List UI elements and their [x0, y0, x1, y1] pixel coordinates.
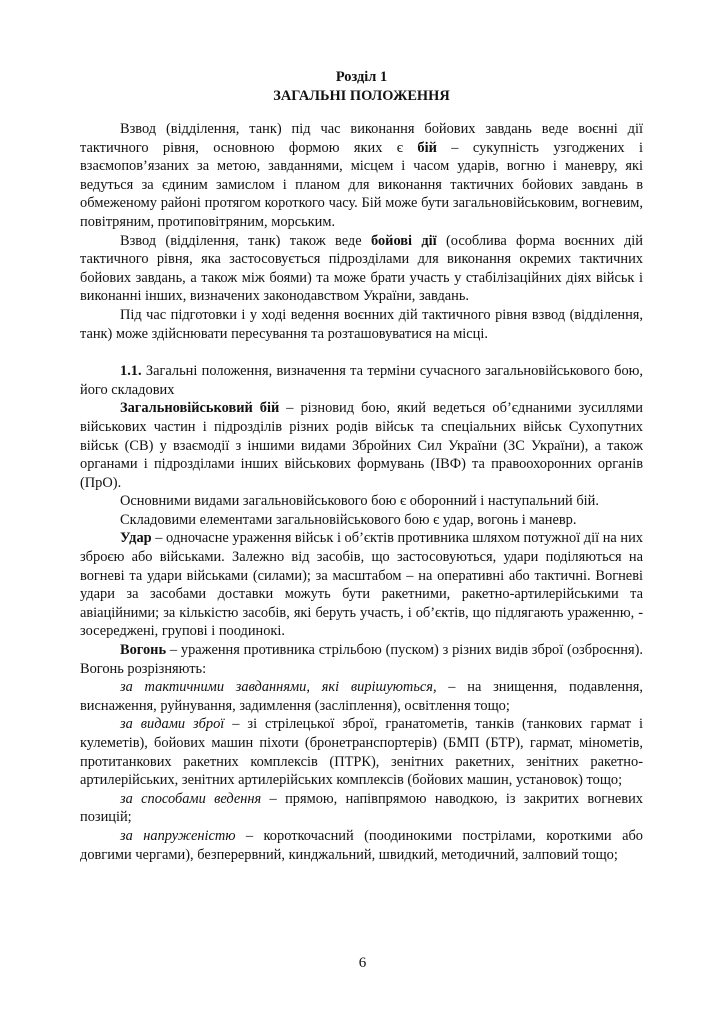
list-item-lead: за напруженістю: [120, 827, 236, 844]
list-item-sposoby-vedennia: [80, 790, 643, 827]
list-item-lead: за тактичними завданнями, які вирішуються,: [120, 679, 437, 696]
list-item-text: – зі стрілецької зброї, гранатометів, танків (танкових гармат і кулеметів), бойових машин піхоти (бронетранспортерів) (БМП (БТР), гармат, мінометів, протитанкових ракетних комплексів (ПТРК), зенітних ракетних, зенітних ракетно-артилерійських, зенітних артилерійських комплексів (бойових машин, установок) тощо;: [80, 716, 643, 789]
list-item-text: – на знищення, подавлення, виснаження, руйнування, задимлення (засліплення), освітлення тощо;: [80, 679, 643, 714]
paragraph-text: – різновид бою, який ведеться об’єднаними зусиллями військових частин і підрозділів різних родів військ та спеціальних військ Сухопутних військ (СВ) у взаємодії з іншими видами Збройних Сил України (ЗС України), а також органами і підрозділами інших військових формувань (ІВФ) та правоохоронних органів (ПрО).: [80, 400, 643, 491]
page-number: 6: [358, 955, 367, 971]
list-item-lead: за видами зброї: [120, 716, 225, 733]
section-heading: [80, 68, 643, 106]
paragraph-zahalnoviiskovyi-bii: [80, 399, 643, 492]
term-boi: бій: [417, 139, 437, 156]
subsection-heading: [80, 362, 643, 399]
paragraph-text: (особлива форма воєнних дій тактичного рівня, яка застосовується підрозділами для виконання окремих тактичних бойових завдань, а також між боями) та може брати участь у стабілізаційних діях військ і виконанні інших, визначених законодавством України, завдань.: [80, 232, 643, 305]
paragraph-boi: [80, 120, 643, 232]
paragraph-text: – сукупність узгоджених і взаємопов’язаних за метою, завданнями, місцем і часом ударів, вогню і маневру, які ведуться за єдиним замислом і планом для виконання тактичних бойових завдань в обмеженому районі протягом короткого часу. Бій може бути загальновійськовим, вогневим, повітряним, протиповітряним, морським.: [80, 139, 643, 230]
list-item-taktychni-zavdannia: [80, 678, 643, 715]
paragraph-udar: [80, 529, 643, 641]
term-vohon: Вогонь: [120, 642, 167, 659]
list-item-lead: за способами ведення: [120, 790, 262, 807]
paragraph-text: Взвод (відділення, танк) також веде: [120, 232, 371, 249]
list-item-napruzhenist: [80, 827, 643, 864]
document-page: [80, 68, 643, 864]
paragraph-peresuvannia: Під час підготовки і у ході ведення воєнних дій тактичного рівня взвод (відділення, танк) може здійснювати пересування та розташовуватися на місці.: [80, 306, 643, 342]
term-zahalnoviiskovyi-bii: Загальновійськовий бій: [120, 400, 280, 417]
subsection-number: 1.1.: [120, 363, 142, 380]
list-item-vydy-zbroi: [80, 715, 643, 789]
paragraph-skladovi: Складовими елементами загальновійськового бою є удар, вогонь і маневр.: [120, 511, 577, 528]
paragraph-vohon: [80, 641, 643, 678]
list-item-text: – короткочасний (поодинокими пострілами, короткими або довгими чергами), безперервний, кинджальний, швидкий, методичний, залповий тощо;: [80, 827, 643, 863]
term-boiovi-dii: бойові дії: [370, 232, 437, 249]
paragraph-text: – одночасне ураження військ і об’єктів противника шляхом потужної дії на них зброєю або військами. Залежно від засобів, що застосовуються, удари поділяються на вогневі та удари військами (силами); за масштабом – на оперативні або тактичні. Вогневі удари за засобами доставки можуть бути ракетними, ракетно-артилерійськими та авіаційними; за кількістю засобів, які беруть участь, і об’єктів, що підлягають ураженню, - зосереджені, групові і поодинокі.: [80, 530, 643, 640]
paragraph-vydy-boiu: Основними видами загальновійськового бою є оборонний і наступальний бій.: [120, 493, 599, 510]
section-label: Розділ 1: [335, 69, 388, 85]
paragraph-boiovi-dii: [80, 232, 643, 306]
subsection-title: Загальні положення, визначення та терміни сучасного загальновійськового бою, його складових: [80, 363, 643, 398]
paragraph-text: Взвод (відділення, танк) під час виконання бойових завдань веде воєнні дії тактичного рівня, основною формою яких є: [80, 121, 643, 156]
paragraph-text: – ураження противника стрільбою (пуском) з різних видів зброї (озброєння). Вогонь розрізняють:: [80, 642, 643, 677]
section-title: ЗАГАЛЬНІ ПОЛОЖЕННЯ: [273, 88, 450, 104]
list-item-text: – прямою, напівпрямою наводкою, із закритих вогневих позицій;: [80, 790, 643, 826]
term-udar: Удар: [120, 530, 152, 547]
